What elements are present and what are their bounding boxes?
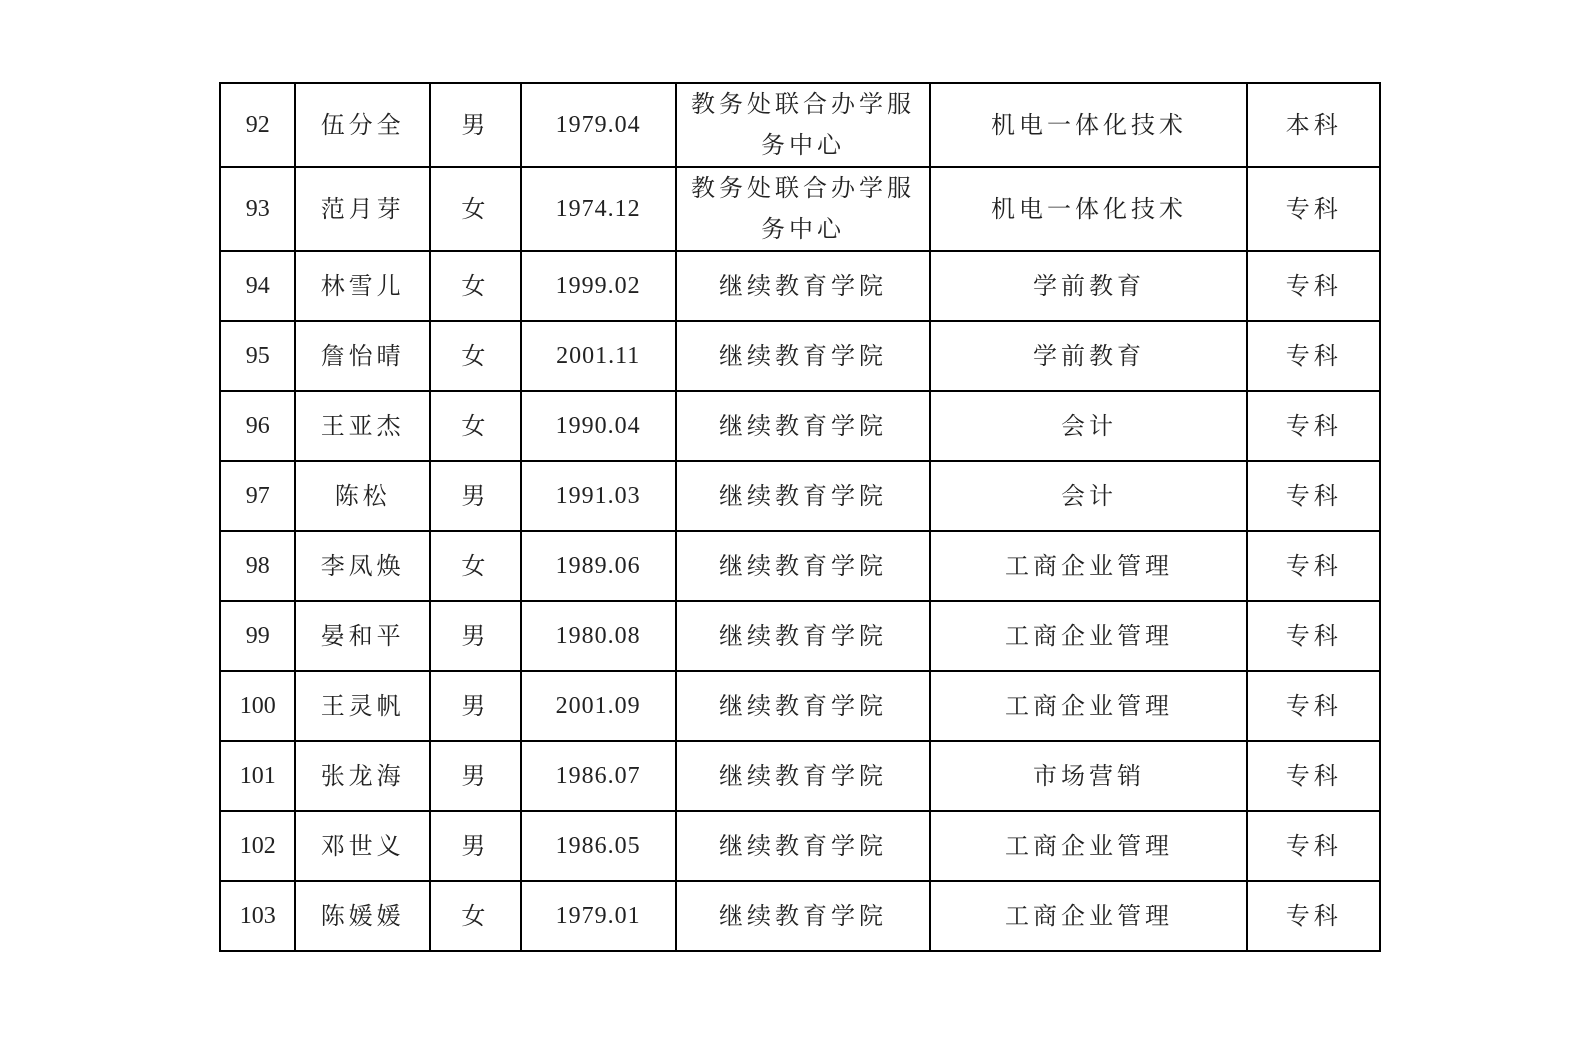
cell-no: 103 xyxy=(220,881,295,951)
table-row xyxy=(220,531,1380,601)
cell-gender: 男 xyxy=(430,83,521,167)
cell-major: 工商企业管理 xyxy=(930,531,1247,601)
cell-gender: 女 xyxy=(430,167,521,251)
cell-unit: 教务处联合办学服务中心 xyxy=(676,83,931,167)
cell-birth: 2001.11 xyxy=(521,321,676,391)
cell-birth: 1979.01 xyxy=(521,881,676,951)
cell-level: 专科 xyxy=(1247,391,1380,461)
table-row xyxy=(220,881,1380,951)
cell-level: 专科 xyxy=(1247,881,1380,951)
cell-birth: 1986.05 xyxy=(521,811,676,881)
cell-no: 101 xyxy=(220,741,295,811)
cell-no: 94 xyxy=(220,251,295,321)
cell-major: 工商企业管理 xyxy=(930,881,1247,951)
cell-level: 专科 xyxy=(1247,167,1380,251)
table-row xyxy=(220,391,1380,461)
cell-birth: 1986.07 xyxy=(521,741,676,811)
cell-gender: 女 xyxy=(430,321,521,391)
cell-name: 王灵帆 xyxy=(295,671,430,741)
cell-birth: 2001.09 xyxy=(521,671,676,741)
table-row xyxy=(220,251,1380,321)
cell-gender: 男 xyxy=(430,741,521,811)
cell-unit: 继续教育学院 xyxy=(676,251,931,321)
cell-unit: 继续教育学院 xyxy=(676,461,931,531)
cell-unit: 继续教育学院 xyxy=(676,881,931,951)
cell-gender: 女 xyxy=(430,881,521,951)
cell-name: 陈媛媛 xyxy=(295,881,430,951)
cell-level: 专科 xyxy=(1247,461,1380,531)
cell-gender: 男 xyxy=(430,671,521,741)
roster-table-container xyxy=(219,82,1381,952)
cell-no: 96 xyxy=(220,391,295,461)
cell-major: 机电一体化技术 xyxy=(930,167,1247,251)
table-row xyxy=(220,167,1380,251)
cell-level: 专科 xyxy=(1247,251,1380,321)
cell-no: 93 xyxy=(220,167,295,251)
cell-no: 97 xyxy=(220,461,295,531)
cell-level: 专科 xyxy=(1247,531,1380,601)
cell-name: 陈松 xyxy=(295,461,430,531)
cell-unit: 继续教育学院 xyxy=(676,601,931,671)
cell-name: 王亚杰 xyxy=(295,391,430,461)
cell-gender: 男 xyxy=(430,811,521,881)
table-row xyxy=(220,461,1380,531)
cell-unit: 继续教育学院 xyxy=(676,391,931,461)
cell-unit: 继续教育学院 xyxy=(676,671,931,741)
cell-unit: 教务处联合办学服务中心 xyxy=(676,167,931,251)
table-row xyxy=(220,811,1380,881)
cell-birth: 1980.08 xyxy=(521,601,676,671)
cell-level: 专科 xyxy=(1247,811,1380,881)
cell-major: 会计 xyxy=(930,391,1247,461)
cell-birth: 1974.12 xyxy=(521,167,676,251)
cell-unit: 继续教育学院 xyxy=(676,321,931,391)
cell-no: 100 xyxy=(220,671,295,741)
cell-name: 林雪儿 xyxy=(295,251,430,321)
cell-level: 专科 xyxy=(1247,321,1380,391)
cell-unit: 继续教育学院 xyxy=(676,741,931,811)
cell-no: 98 xyxy=(220,531,295,601)
cell-no: 99 xyxy=(220,601,295,671)
cell-birth: 1990.04 xyxy=(521,391,676,461)
cell-major: 工商企业管理 xyxy=(930,601,1247,671)
table-row xyxy=(220,741,1380,811)
cell-level: 专科 xyxy=(1247,601,1380,671)
cell-name: 詹怡晴 xyxy=(295,321,430,391)
cell-gender: 女 xyxy=(430,391,521,461)
cell-gender: 女 xyxy=(430,251,521,321)
cell-major: 工商企业管理 xyxy=(930,671,1247,741)
cell-no: 95 xyxy=(220,321,295,391)
cell-no: 102 xyxy=(220,811,295,881)
cell-name: 范月芽 xyxy=(295,167,430,251)
cell-unit: 继续教育学院 xyxy=(676,531,931,601)
cell-name: 李凤焕 xyxy=(295,531,430,601)
cell-major: 会计 xyxy=(930,461,1247,531)
cell-major: 工商企业管理 xyxy=(930,811,1247,881)
table-row xyxy=(220,671,1380,741)
table-row xyxy=(220,83,1380,167)
cell-level: 专科 xyxy=(1247,671,1380,741)
cell-birth: 1979.04 xyxy=(521,83,676,167)
cell-gender: 男 xyxy=(430,601,521,671)
cell-level: 本科 xyxy=(1247,83,1380,167)
cell-gender: 男 xyxy=(430,461,521,531)
roster-table xyxy=(219,82,1381,952)
cell-gender: 女 xyxy=(430,531,521,601)
cell-name: 张龙海 xyxy=(295,741,430,811)
cell-unit: 继续教育学院 xyxy=(676,811,931,881)
cell-no: 92 xyxy=(220,83,295,167)
cell-major: 机电一体化技术 xyxy=(930,83,1247,167)
table-row xyxy=(220,321,1380,391)
table-row xyxy=(220,601,1380,671)
cell-level: 专科 xyxy=(1247,741,1380,811)
cell-birth: 1991.03 xyxy=(521,461,676,531)
cell-birth: 1999.02 xyxy=(521,251,676,321)
cell-name: 邓世义 xyxy=(295,811,430,881)
cell-name: 晏和平 xyxy=(295,601,430,671)
cell-major: 学前教育 xyxy=(930,321,1247,391)
cell-birth: 1989.06 xyxy=(521,531,676,601)
cell-major: 学前教育 xyxy=(930,251,1247,321)
cell-major: 市场营销 xyxy=(930,741,1247,811)
cell-name: 伍分全 xyxy=(295,83,430,167)
